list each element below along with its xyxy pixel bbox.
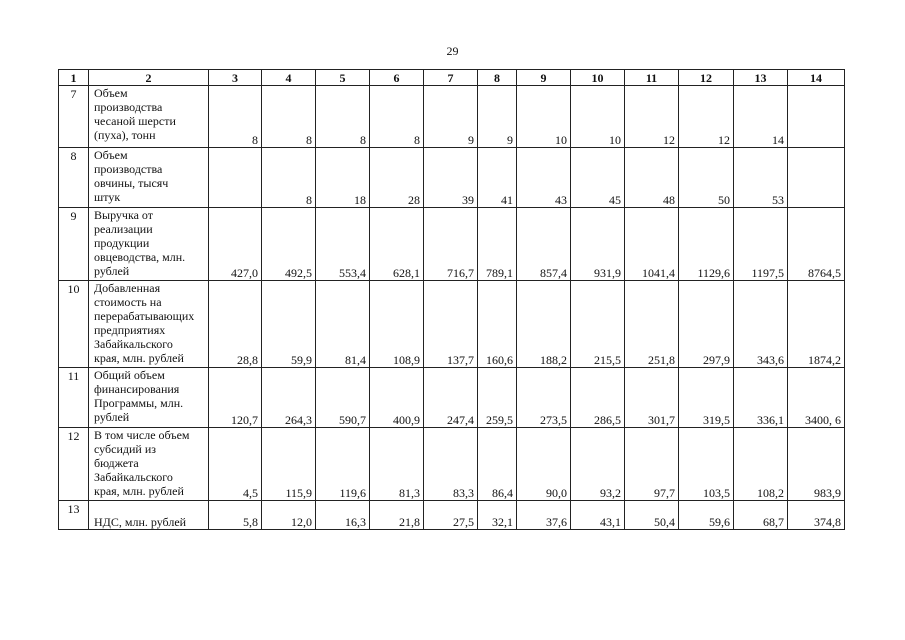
column-header-14: 14 (788, 70, 845, 86)
indicator-name-line: Общий объем (94, 368, 165, 382)
value-cell-col-3 (209, 148, 262, 208)
row-indicator-name (89, 148, 209, 208)
value-cell-col-4: 59,9 (262, 281, 316, 368)
table-row (59, 428, 845, 501)
value-cell-col-14: 983,9 (788, 428, 845, 501)
indicator-name-line: стоимость на (94, 295, 162, 309)
value-cell-col-3: 4,5 (209, 428, 262, 501)
table-row (59, 281, 845, 368)
column-header-12: 12 (679, 70, 734, 86)
value-cell-col-12: 297,9 (679, 281, 734, 368)
value-cell-col-9: 43 (517, 148, 571, 208)
indicator-name-line: перерабатывающих (94, 309, 195, 323)
indicator-name-line: реализации (94, 222, 153, 236)
indicator-name-line: края, млн. рублей (94, 484, 184, 498)
column-header-3: 3 (209, 70, 262, 86)
column-header-8: 8 (478, 70, 517, 86)
value-cell-col-11: 1041,4 (625, 208, 679, 281)
value-cell-col-5: 119,6 (316, 428, 370, 501)
value-cell-col-12: 50 (679, 148, 734, 208)
value-cell-col-6: 400,9 (370, 368, 424, 428)
indicator-name-line: предприятиях (94, 323, 166, 337)
value-cell-col-7: 137,7 (424, 281, 478, 368)
value-cell-col-6: 8 (370, 86, 424, 148)
value-cell-col-10: 931,9 (571, 208, 625, 281)
value-cell-col-12: 12 (679, 86, 734, 148)
value-cell-col-3: 5,8 (209, 501, 262, 530)
value-cell-col-11: 12 (625, 86, 679, 148)
value-cell-col-8: 9 (478, 86, 517, 148)
value-cell-col-13: 343,6 (734, 281, 788, 368)
row-indicator-name (89, 428, 209, 501)
row-indicator-name (89, 86, 209, 148)
row-number: 11 (59, 368, 89, 428)
row-number: 10 (59, 281, 89, 368)
value-cell-col-10: 93,2 (571, 428, 625, 501)
value-cell-col-13: 53 (734, 148, 788, 208)
row-number: 9 (59, 208, 89, 281)
value-cell-col-6: 628,1 (370, 208, 424, 281)
indicator-name-line: края, млн. рублей (94, 351, 184, 365)
indicator-name-line: производства (94, 100, 163, 114)
value-cell-col-13: 14 (734, 86, 788, 148)
column-header-2: 2 (89, 70, 209, 86)
value-cell-col-13: 336,1 (734, 368, 788, 428)
indicator-name-line: рублей (94, 264, 130, 278)
column-header-10: 10 (571, 70, 625, 86)
value-cell-col-14: 3400, 6 (788, 368, 845, 428)
value-cell-col-6: 28 (370, 148, 424, 208)
column-header-9: 9 (517, 70, 571, 86)
value-cell-col-5: 16,3 (316, 501, 370, 530)
column-header-6: 6 (370, 70, 424, 86)
row-indicator-name (89, 281, 209, 368)
value-cell-col-8: 789,1 (478, 208, 517, 281)
value-cell-col-12: 103,5 (679, 428, 734, 501)
indicator-name-line: НДС, млн. рублей (94, 515, 187, 529)
row-number: 13 (59, 501, 89, 530)
value-cell-col-5: 590,7 (316, 368, 370, 428)
value-cell-col-3: 427,0 (209, 208, 262, 281)
value-cell-col-7: 247,4 (424, 368, 478, 428)
indicator-name-line: рублей (94, 410, 130, 424)
value-cell-col-5: 8 (316, 86, 370, 148)
indicator-name-line: овчины, тысяч (94, 176, 169, 190)
value-cell-col-5: 18 (316, 148, 370, 208)
value-cell-col-3: 8 (209, 86, 262, 148)
indicator-name-line: производства (94, 162, 163, 176)
indicator-name-line: субсидий из (94, 442, 156, 456)
value-cell-col-9: 90,0 (517, 428, 571, 501)
value-cell-col-4: 8 (262, 148, 316, 208)
table-row (59, 86, 845, 148)
value-cell-col-9: 273,5 (517, 368, 571, 428)
row-indicator-name (89, 501, 209, 530)
indicator-name-line: штук (94, 190, 121, 204)
indicator-name-line: бюджета (94, 456, 139, 470)
indicator-name-line: чесаной шерсти (94, 114, 176, 128)
value-cell-col-13: 108,2 (734, 428, 788, 501)
column-header-13: 13 (734, 70, 788, 86)
column-header-1: 1 (59, 70, 89, 86)
value-cell-col-10: 286,5 (571, 368, 625, 428)
indicator-name-line: (пуха), тонн (94, 128, 156, 142)
indicator-name-line (94, 501, 205, 515)
value-cell-col-12: 319,5 (679, 368, 734, 428)
indicator-name-line: Объем (94, 148, 128, 162)
value-cell-col-11: 48 (625, 148, 679, 208)
column-header-4: 4 (262, 70, 316, 86)
row-indicator-name (89, 368, 209, 428)
value-cell-col-13: 1197,5 (734, 208, 788, 281)
indicator-name-line: Забайкальского (94, 337, 173, 351)
value-cell-col-9: 10 (517, 86, 571, 148)
value-cell-col-9: 37,6 (517, 501, 571, 530)
value-cell-col-14 (788, 86, 845, 148)
value-cell-col-4: 115,9 (262, 428, 316, 501)
indicator-name-line: Выручка от (94, 208, 154, 222)
value-cell-col-9: 857,4 (517, 208, 571, 281)
value-cell-col-6: 21,8 (370, 501, 424, 530)
value-cell-col-12: 1129,6 (679, 208, 734, 281)
value-cell-col-10: 10 (571, 86, 625, 148)
table-row (59, 368, 845, 428)
value-cell-col-8: 259,5 (478, 368, 517, 428)
value-cell-col-8: 32,1 (478, 501, 517, 530)
value-cell-col-4: 492,5 (262, 208, 316, 281)
value-cell-col-5: 553,4 (316, 208, 370, 281)
data-table (58, 69, 845, 530)
value-cell-col-5: 81,4 (316, 281, 370, 368)
value-cell-col-3: 28,8 (209, 281, 262, 368)
value-cell-col-10: 215,5 (571, 281, 625, 368)
value-cell-col-10: 43,1 (571, 501, 625, 530)
value-cell-col-4: 8 (262, 86, 316, 148)
value-cell-col-8: 41 (478, 148, 517, 208)
column-header-5: 5 (316, 70, 370, 86)
page-number: 29 (446, 44, 459, 58)
value-cell-col-11: 301,7 (625, 368, 679, 428)
value-cell-col-7: 83,3 (424, 428, 478, 501)
table-row (59, 148, 845, 208)
value-cell-col-13: 68,7 (734, 501, 788, 530)
value-cell-col-7: 39 (424, 148, 478, 208)
value-cell-col-14 (788, 148, 845, 208)
value-cell-col-7: 27,5 (424, 501, 478, 530)
indicator-name-line: В том числе объем (94, 428, 190, 442)
column-header-11: 11 (625, 70, 679, 86)
row-indicator-name (89, 208, 209, 281)
value-cell-col-6: 81,3 (370, 428, 424, 501)
indicator-name-line: Объем (94, 86, 128, 100)
value-cell-col-10: 45 (571, 148, 625, 208)
value-cell-col-14: 1874,2 (788, 281, 845, 368)
value-cell-col-14: 374,8 (788, 501, 845, 530)
row-number: 8 (59, 148, 89, 208)
column-header-7: 7 (424, 70, 478, 86)
value-cell-col-4: 12,0 (262, 501, 316, 530)
row-number: 7 (59, 86, 89, 148)
value-cell-col-6: 108,9 (370, 281, 424, 368)
indicator-name-line: финансирования (94, 382, 180, 396)
indicator-name-line: Добавленная (94, 281, 161, 295)
table-row (59, 208, 845, 281)
value-cell-col-7: 9 (424, 86, 478, 148)
indicator-name-line: Программы, млн. (94, 396, 184, 410)
value-cell-col-3: 120,7 (209, 368, 262, 428)
row-number: 12 (59, 428, 89, 501)
value-cell-col-4: 264,3 (262, 368, 316, 428)
indicator-name-line: Забайкальского (94, 470, 173, 484)
indicator-name-line: овцеводства, млн. (94, 250, 186, 264)
value-cell-col-7: 716,7 (424, 208, 478, 281)
table-row (59, 501, 845, 530)
indicator-name-line: продукции (94, 236, 150, 250)
value-cell-col-14: 8764,5 (788, 208, 845, 281)
value-cell-col-11: 97,7 (625, 428, 679, 501)
value-cell-col-8: 160,6 (478, 281, 517, 368)
value-cell-col-11: 50,4 (625, 501, 679, 530)
value-cell-col-8: 86,4 (478, 428, 517, 501)
value-cell-col-11: 251,8 (625, 281, 679, 368)
value-cell-col-12: 59,6 (679, 501, 734, 530)
table-header-row (59, 70, 845, 86)
table-body (59, 86, 845, 530)
value-cell-col-9: 188,2 (517, 281, 571, 368)
